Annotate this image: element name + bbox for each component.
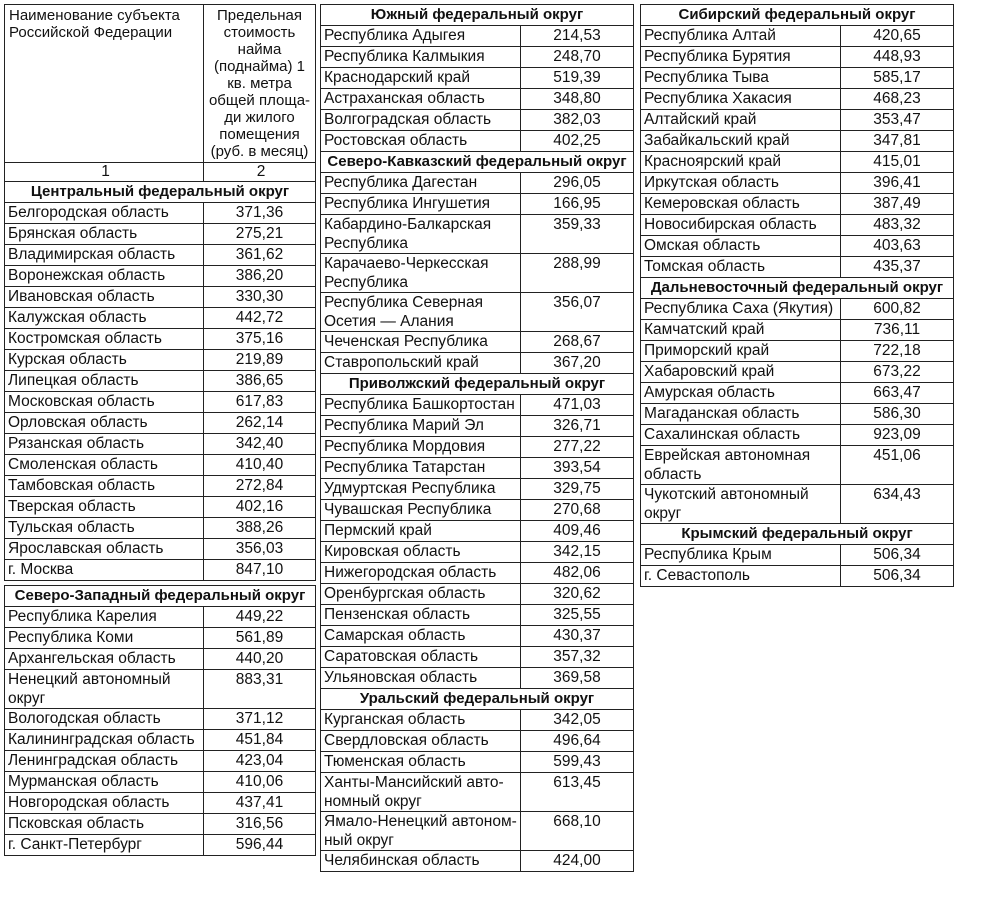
- region-name: Кемеровская область: [641, 194, 841, 215]
- rent-value: 403,63: [841, 236, 954, 257]
- rent-table-part-3: [640, 4, 954, 587]
- rent-value: 424,00: [521, 851, 634, 872]
- table-row: [5, 793, 316, 814]
- rent-value: 268,67: [521, 332, 634, 353]
- region-name: г. Севастополь: [641, 566, 841, 587]
- rent-value: 367,20: [521, 353, 634, 374]
- rent-value: 613,45: [521, 773, 634, 812]
- rent-value: 386,20: [204, 266, 316, 287]
- rent-value: 342,05: [521, 710, 634, 731]
- region-name: Ставропольский край: [321, 353, 521, 374]
- rent-value: 722,18: [841, 341, 954, 362]
- region-name: Новгородская область: [5, 793, 204, 814]
- section-header-row: [321, 374, 634, 395]
- table-row: [641, 299, 954, 320]
- rent-value: 219,89: [204, 350, 316, 371]
- region-name: Карачаево-Черкесская Республика: [321, 254, 521, 293]
- region-name: Ростовская область: [321, 131, 521, 152]
- table-row: [641, 131, 954, 152]
- table-row: [641, 341, 954, 362]
- region-name: Красноярский край: [641, 152, 841, 173]
- region-name: Республика Адыгея: [321, 26, 521, 47]
- rent-value: 270,68: [521, 500, 634, 521]
- table-row: [641, 173, 954, 194]
- header-row: [5, 5, 316, 163]
- section-title: Северо-Западный федеральный округ: [5, 586, 316, 607]
- table-row: [321, 110, 634, 131]
- table-row: [5, 308, 316, 329]
- section-header-row: [5, 182, 316, 203]
- rent-value: 275,21: [204, 224, 316, 245]
- region-name: Ивановская область: [5, 287, 204, 308]
- table-row: [5, 560, 316, 581]
- rent-value: 277,22: [521, 437, 634, 458]
- region-name: Курская область: [5, 350, 204, 371]
- section-title: Приволжский федеральный округ: [321, 374, 634, 395]
- table-row: [321, 752, 634, 773]
- rent-value: 326,71: [521, 416, 634, 437]
- region-name: Оренбургская область: [321, 584, 521, 605]
- section-block: [5, 586, 316, 856]
- region-name: Чеченская Республика: [321, 332, 521, 353]
- table-row: [641, 110, 954, 131]
- region-name: Республика Северная Осетия — Алания: [321, 293, 521, 332]
- table-row: [5, 518, 316, 539]
- region-name: Ханты-Мансийский авто-номный округ: [321, 773, 521, 812]
- section-header-row: [641, 278, 954, 299]
- table-row: [641, 89, 954, 110]
- column-number-2: 2: [204, 163, 316, 182]
- table-row: [321, 731, 634, 752]
- table-row: [5, 224, 316, 245]
- region-name: Кабардино-Балкарская Республика: [321, 215, 521, 254]
- region-name: Пензенская область: [321, 605, 521, 626]
- region-name: Камчатский край: [641, 320, 841, 341]
- region-name: Калининградская область: [5, 730, 204, 751]
- table-row: [321, 26, 634, 47]
- table-column-1: [4, 4, 315, 856]
- region-name: Республика Калмыкия: [321, 47, 521, 68]
- section-block: [321, 374, 634, 689]
- table-row: [321, 542, 634, 563]
- table-row: [321, 668, 634, 689]
- rent-value: 248,70: [521, 47, 634, 68]
- region-name: Иркутская область: [641, 173, 841, 194]
- section-header-row: [5, 586, 316, 607]
- table-row: [641, 485, 954, 524]
- table-row: [321, 293, 634, 332]
- section-title: Южный федеральный округ: [321, 5, 634, 26]
- rent-value: 402,25: [521, 131, 634, 152]
- rent-value: 415,01: [841, 152, 954, 173]
- table-row: [641, 152, 954, 173]
- table-row: [641, 320, 954, 341]
- table-row: [641, 446, 954, 485]
- table-row: [5, 539, 316, 560]
- rent-value: 617,83: [204, 392, 316, 413]
- table-row: [641, 545, 954, 566]
- region-name: Астраханская область: [321, 89, 521, 110]
- rent-value: 468,23: [841, 89, 954, 110]
- table-row: [5, 287, 316, 308]
- region-name: Ямало-Ненецкий автоном-ный округ: [321, 812, 521, 851]
- rent-value: 519,39: [521, 68, 634, 89]
- section-block: [641, 524, 954, 587]
- rent-value: 423,04: [204, 751, 316, 772]
- column-number-1: 1: [5, 163, 204, 182]
- header-subject-name: Наименование субъекта Российской Федерации: [5, 5, 204, 163]
- rent-value: 214,53: [521, 26, 634, 47]
- table-row: [321, 812, 634, 851]
- region-name: Чукотский автономный округ: [641, 485, 841, 524]
- rent-value: 600,82: [841, 299, 954, 320]
- region-name: Республика Мордовия: [321, 437, 521, 458]
- section-title: Крымский федеральный округ: [641, 524, 954, 545]
- region-name: Самарская область: [321, 626, 521, 647]
- table-row: [321, 851, 634, 872]
- header-max-rent: Предельная стоимость найма (поднайма) 1 кв. метра общей площа-ди жилого помещения (руб. в месяц): [204, 5, 316, 163]
- table-row: [5, 476, 316, 497]
- table-row: [5, 371, 316, 392]
- table-row: [641, 404, 954, 425]
- table-row: [321, 131, 634, 152]
- table-row: [5, 628, 316, 649]
- region-name: Волгоградская область: [321, 110, 521, 131]
- region-name: Республика Карелия: [5, 607, 204, 628]
- region-name: Тамбовская область: [5, 476, 204, 497]
- region-name: Томская область: [641, 257, 841, 278]
- table-row: [5, 751, 316, 772]
- rent-value: 449,22: [204, 607, 316, 628]
- region-name: Орловская область: [5, 413, 204, 434]
- table-row: [321, 68, 634, 89]
- section-title: Сибирский федеральный округ: [641, 5, 954, 26]
- rent-value: 325,55: [521, 605, 634, 626]
- table-row: [5, 203, 316, 224]
- region-name: Республика Крым: [641, 545, 841, 566]
- section-title: Центральный федеральный округ: [5, 182, 316, 203]
- rent-value: 506,34: [841, 566, 954, 587]
- rent-value: 483,32: [841, 215, 954, 236]
- table-row: [5, 772, 316, 793]
- rent-value: 353,47: [841, 110, 954, 131]
- table-row: [5, 607, 316, 628]
- region-name: Удмуртская Республика: [321, 479, 521, 500]
- section-block: [5, 182, 316, 581]
- region-name: Омская область: [641, 236, 841, 257]
- table-row: [641, 425, 954, 446]
- region-name: г. Санкт-Петербург: [5, 835, 204, 856]
- table-row: [641, 566, 954, 587]
- region-name: Республика Татарстан: [321, 458, 521, 479]
- region-name: Приморский край: [641, 341, 841, 362]
- region-name: Республика Башкортостан: [321, 395, 521, 416]
- rent-value: 883,31: [204, 670, 316, 709]
- table-row: [321, 500, 634, 521]
- region-name: Костромская область: [5, 329, 204, 350]
- region-name: Калужская область: [5, 308, 204, 329]
- rent-value: 357,32: [521, 647, 634, 668]
- rent-value: 482,06: [521, 563, 634, 584]
- rent-value: 342,15: [521, 542, 634, 563]
- region-name: Ульяновская область: [321, 668, 521, 689]
- table-row: [321, 47, 634, 68]
- table-row: [641, 47, 954, 68]
- region-name: Республика Хакасия: [641, 89, 841, 110]
- region-name: Республика Коми: [5, 628, 204, 649]
- region-name: Воронежская область: [5, 266, 204, 287]
- rent-value: 668,10: [521, 812, 634, 851]
- rent-value: 330,30: [204, 287, 316, 308]
- rent-value: 596,44: [204, 835, 316, 856]
- section-block: [321, 689, 634, 872]
- rent-value: 586,30: [841, 404, 954, 425]
- region-name: Архангельская область: [5, 649, 204, 670]
- table-row: [5, 266, 316, 287]
- section-header-row: [321, 689, 634, 710]
- rent-value: 262,14: [204, 413, 316, 434]
- rent-value: 442,72: [204, 308, 316, 329]
- rent-value: 329,75: [521, 479, 634, 500]
- rent-value: 393,54: [521, 458, 634, 479]
- rent-value: 506,34: [841, 545, 954, 566]
- rent-value: 369,58: [521, 668, 634, 689]
- table-row: [321, 521, 634, 542]
- region-name: Республика Марий Эл: [321, 416, 521, 437]
- region-name: Вологодская область: [5, 709, 204, 730]
- section-header-row: [321, 152, 634, 173]
- table-row: [321, 254, 634, 293]
- table-row: [5, 730, 316, 751]
- region-name: Амурская область: [641, 383, 841, 404]
- region-name: Тульская область: [5, 518, 204, 539]
- region-name: Брянская область: [5, 224, 204, 245]
- rent-table-part-1b: [4, 585, 316, 856]
- rent-value: 435,37: [841, 257, 954, 278]
- table-row: [321, 173, 634, 194]
- section-block: [641, 278, 954, 524]
- table-row: [5, 245, 316, 266]
- rent-value: 347,81: [841, 131, 954, 152]
- table-row: [321, 773, 634, 812]
- rent-value: 496,64: [521, 731, 634, 752]
- region-name: Челябинская область: [321, 851, 521, 872]
- table-row: [5, 835, 316, 856]
- region-name: Тюменская область: [321, 752, 521, 773]
- table-row: [321, 416, 634, 437]
- rent-value: 561,89: [204, 628, 316, 649]
- section-title: Дальневосточный федеральный округ: [641, 278, 954, 299]
- rent-value: 448,93: [841, 47, 954, 68]
- rent-value: 396,41: [841, 173, 954, 194]
- region-name: Псковская область: [5, 814, 204, 835]
- column-number-row: [5, 163, 316, 182]
- rent-value: 410,40: [204, 455, 316, 476]
- rent-value: 371,12: [204, 709, 316, 730]
- table-row: [321, 710, 634, 731]
- rent-value: 386,65: [204, 371, 316, 392]
- region-name: Еврейская автономная область: [641, 446, 841, 485]
- rent-value: 166,95: [521, 194, 634, 215]
- table-row: [5, 814, 316, 835]
- region-name: Владимирская область: [5, 245, 204, 266]
- table-row: [321, 647, 634, 668]
- region-name: Республика Бурятия: [641, 47, 841, 68]
- region-name: Республика Дагестан: [321, 173, 521, 194]
- table-row: [5, 434, 316, 455]
- section-header-row: [321, 5, 634, 26]
- table-row: [321, 605, 634, 626]
- table-row: [321, 332, 634, 353]
- region-name: г. Москва: [5, 560, 204, 581]
- table-row: [321, 437, 634, 458]
- section-block: [641, 5, 954, 278]
- section-block: [321, 5, 634, 152]
- section-title: Северо-Кавказский федеральный округ: [321, 152, 634, 173]
- table-row: [641, 362, 954, 383]
- region-name: Хабаровский край: [641, 362, 841, 383]
- region-name: Саратовская область: [321, 647, 521, 668]
- rent-value: 409,46: [521, 521, 634, 542]
- region-name: Кировская область: [321, 542, 521, 563]
- region-name: Смоленская область: [5, 455, 204, 476]
- rent-value: 316,56: [204, 814, 316, 835]
- region-name: Республика Ингушетия: [321, 194, 521, 215]
- region-name: Липецкая область: [5, 371, 204, 392]
- table-row: [641, 194, 954, 215]
- table-row: [641, 68, 954, 89]
- rent-value: 342,40: [204, 434, 316, 455]
- rent-value: 296,05: [521, 173, 634, 194]
- table-row: [5, 329, 316, 350]
- table-row: [5, 413, 316, 434]
- region-name: Чувашская Республика: [321, 500, 521, 521]
- rent-value: 420,65: [841, 26, 954, 47]
- rent-value: 356,03: [204, 539, 316, 560]
- table-row: [5, 350, 316, 371]
- table-row: [321, 479, 634, 500]
- rent-value: 356,07: [521, 293, 634, 332]
- region-name: Магаданская область: [641, 404, 841, 425]
- section-header-row: [641, 524, 954, 545]
- region-name: Свердловская область: [321, 731, 521, 752]
- rent-value: 673,22: [841, 362, 954, 383]
- region-name: Республика Саха (Якутия): [641, 299, 841, 320]
- rent-value: 585,17: [841, 68, 954, 89]
- region-name: Алтайский край: [641, 110, 841, 131]
- rent-value: 451,06: [841, 446, 954, 485]
- table-row: [321, 89, 634, 110]
- rent-value: 440,20: [204, 649, 316, 670]
- rent-table-part-1: [4, 4, 316, 581]
- table-row: [5, 709, 316, 730]
- table-column-2: [320, 4, 633, 872]
- region-name: Краснодарский край: [321, 68, 521, 89]
- table-row: [321, 563, 634, 584]
- table-row: [641, 383, 954, 404]
- region-name: Ненецкий автономный округ: [5, 670, 204, 709]
- region-name: Ленинградская область: [5, 751, 204, 772]
- rent-value: 736,11: [841, 320, 954, 341]
- table-row: [321, 458, 634, 479]
- table-row: [641, 236, 954, 257]
- rent-value: 387,49: [841, 194, 954, 215]
- rent-value: 847,10: [204, 560, 316, 581]
- region-name: Пермский край: [321, 521, 521, 542]
- region-name: Новосибирская область: [641, 215, 841, 236]
- rent-value: 288,99: [521, 254, 634, 293]
- region-name: Ярославская область: [5, 539, 204, 560]
- table-row: [641, 215, 954, 236]
- table-row: [321, 626, 634, 647]
- rent-value: 348,80: [521, 89, 634, 110]
- table-row: [5, 455, 316, 476]
- rent-value: 663,47: [841, 383, 954, 404]
- rent-value: 359,33: [521, 215, 634, 254]
- region-name: Сахалинская область: [641, 425, 841, 446]
- section-block: [321, 152, 634, 374]
- region-name: Республика Алтай: [641, 26, 841, 47]
- region-name: Рязанская область: [5, 434, 204, 455]
- rent-value: 437,41: [204, 793, 316, 814]
- section-title: Уральский федеральный округ: [321, 689, 634, 710]
- rent-value: 320,62: [521, 584, 634, 605]
- rent-value: 471,03: [521, 395, 634, 416]
- table-row: [321, 395, 634, 416]
- section-header-row: [641, 5, 954, 26]
- rent-value: 430,37: [521, 626, 634, 647]
- region-name: Республика Тыва: [641, 68, 841, 89]
- region-name: Московская область: [5, 392, 204, 413]
- table-row: [5, 392, 316, 413]
- region-name: Мурманская область: [5, 772, 204, 793]
- table-row: [321, 194, 634, 215]
- rent-value: 923,09: [841, 425, 954, 446]
- rent-value: 451,84: [204, 730, 316, 751]
- rent-table-part-2: [320, 4, 634, 872]
- rent-value: 634,43: [841, 485, 954, 524]
- rent-value: 375,16: [204, 329, 316, 350]
- table-row: [641, 26, 954, 47]
- rent-value: 382,03: [521, 110, 634, 131]
- rent-value: 402,16: [204, 497, 316, 518]
- rent-value: 599,43: [521, 752, 634, 773]
- table-row: [641, 257, 954, 278]
- table-row: [321, 353, 634, 374]
- rent-value: 410,06: [204, 772, 316, 793]
- table-row: [321, 215, 634, 254]
- table-row: [5, 497, 316, 518]
- region-name: Белгородская область: [5, 203, 204, 224]
- table-row: [5, 670, 316, 709]
- region-name: Нижегородская область: [321, 563, 521, 584]
- region-name: Курганская область: [321, 710, 521, 731]
- rent-value: 371,36: [204, 203, 316, 224]
- rent-value: 388,26: [204, 518, 316, 539]
- rent-value: 361,62: [204, 245, 316, 266]
- rent-value: 272,84: [204, 476, 316, 497]
- table-row: [5, 649, 316, 670]
- region-name: Тверская область: [5, 497, 204, 518]
- region-name: Забайкальский край: [641, 131, 841, 152]
- table-column-3: [640, 4, 953, 587]
- table-row: [321, 584, 634, 605]
